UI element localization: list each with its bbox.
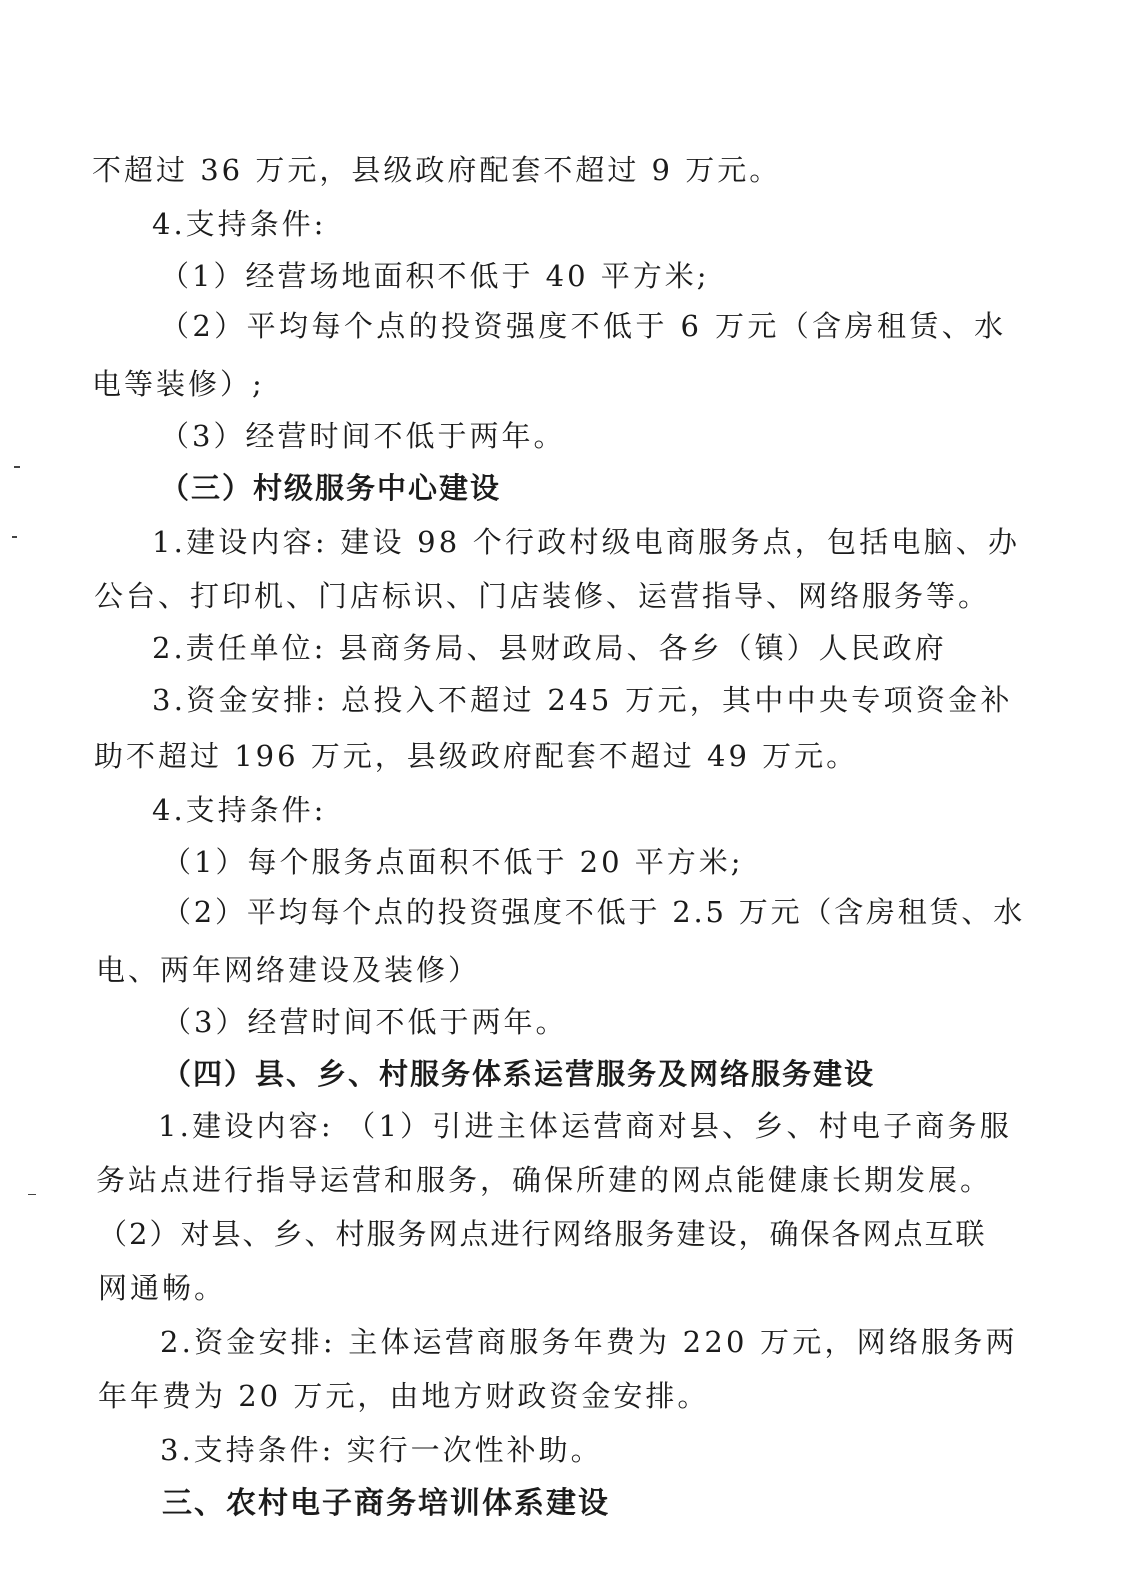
list-item: （1）每个服务点面积不低于 20 平方米;: [162, 845, 744, 879]
list-item: （2）平均每个点的投资强度不低于 2.5 万元（含房租赁、水: [162, 895, 1026, 929]
list-item: （2）平均每个点的投资强度不低于 6 万元（含房租赁、水: [160, 309, 1007, 343]
paragraph-line: 务站点进行指导运营和服务，确保所建的网点能健康长期发展。: [96, 1163, 993, 1197]
paragraph-line: 不超过 36 万元，县级政府配套不超过 9 万元。: [92, 153, 782, 187]
paragraph-line: 2.资金安排: 主体运营商服务年费为 220 万元，网络服务两: [160, 1325, 1018, 1359]
list-item: （1）经营场地面积不低于 40 平方米;: [160, 259, 710, 293]
scan-mark: [12, 536, 17, 538]
paragraph-line: 网通畅。: [98, 1271, 227, 1305]
paragraph-line: 1.建设内容: （1）引进主体运营商对县、乡、村电子商务服: [158, 1109, 1012, 1143]
list-item: （3）经营时间不低于两年。: [160, 419, 566, 453]
section-heading: （三）村级服务中心建设: [160, 471, 502, 505]
list-heading: 4.支持条件:: [152, 793, 327, 827]
paragraph-line: 公台、打印机、门店标识、门店装修、运营指导、网络服务等。: [94, 579, 991, 613]
paragraph-line: 3.资金安排: 总投入不超过 245 万元，其中中央专项资金补: [152, 683, 1013, 717]
paragraph-line: 2.责任单位: 县商务局、县财政局、各乡（镇）人民政府: [152, 631, 947, 665]
paragraph-line: 助不超过 196 万元，县级政府配套不超过 49 万元。: [94, 739, 859, 773]
paragraph-line: （2）对县、乡、村服务网点进行网络服务建设，确保各网点互联: [98, 1217, 987, 1251]
paragraph-line: 电等装修）;: [92, 367, 265, 401]
paragraph-line: 1.建设内容: 建设 98 个行政村级电商服务点，包括电脑、办: [152, 525, 1021, 559]
list-heading: 3.支持条件: 实行一次性补助。: [160, 1433, 603, 1467]
paragraph-line: 年年费为 20 万元，由地方财政资金安排。: [98, 1379, 710, 1413]
scan-mark: [14, 466, 20, 468]
paragraph-line: 电、两年网络建设及装修）: [96, 953, 481, 987]
list-heading: 4.支持条件:: [152, 207, 327, 241]
chapter-heading: 三、农村电子商务培训体系建设: [162, 1486, 610, 1521]
list-item: （3）经营时间不低于两年。: [162, 1005, 568, 1039]
scan-mark: [28, 1194, 36, 1195]
section-heading: （四）县、乡、村服务体系运营服务及网络服务建设: [162, 1057, 876, 1091]
